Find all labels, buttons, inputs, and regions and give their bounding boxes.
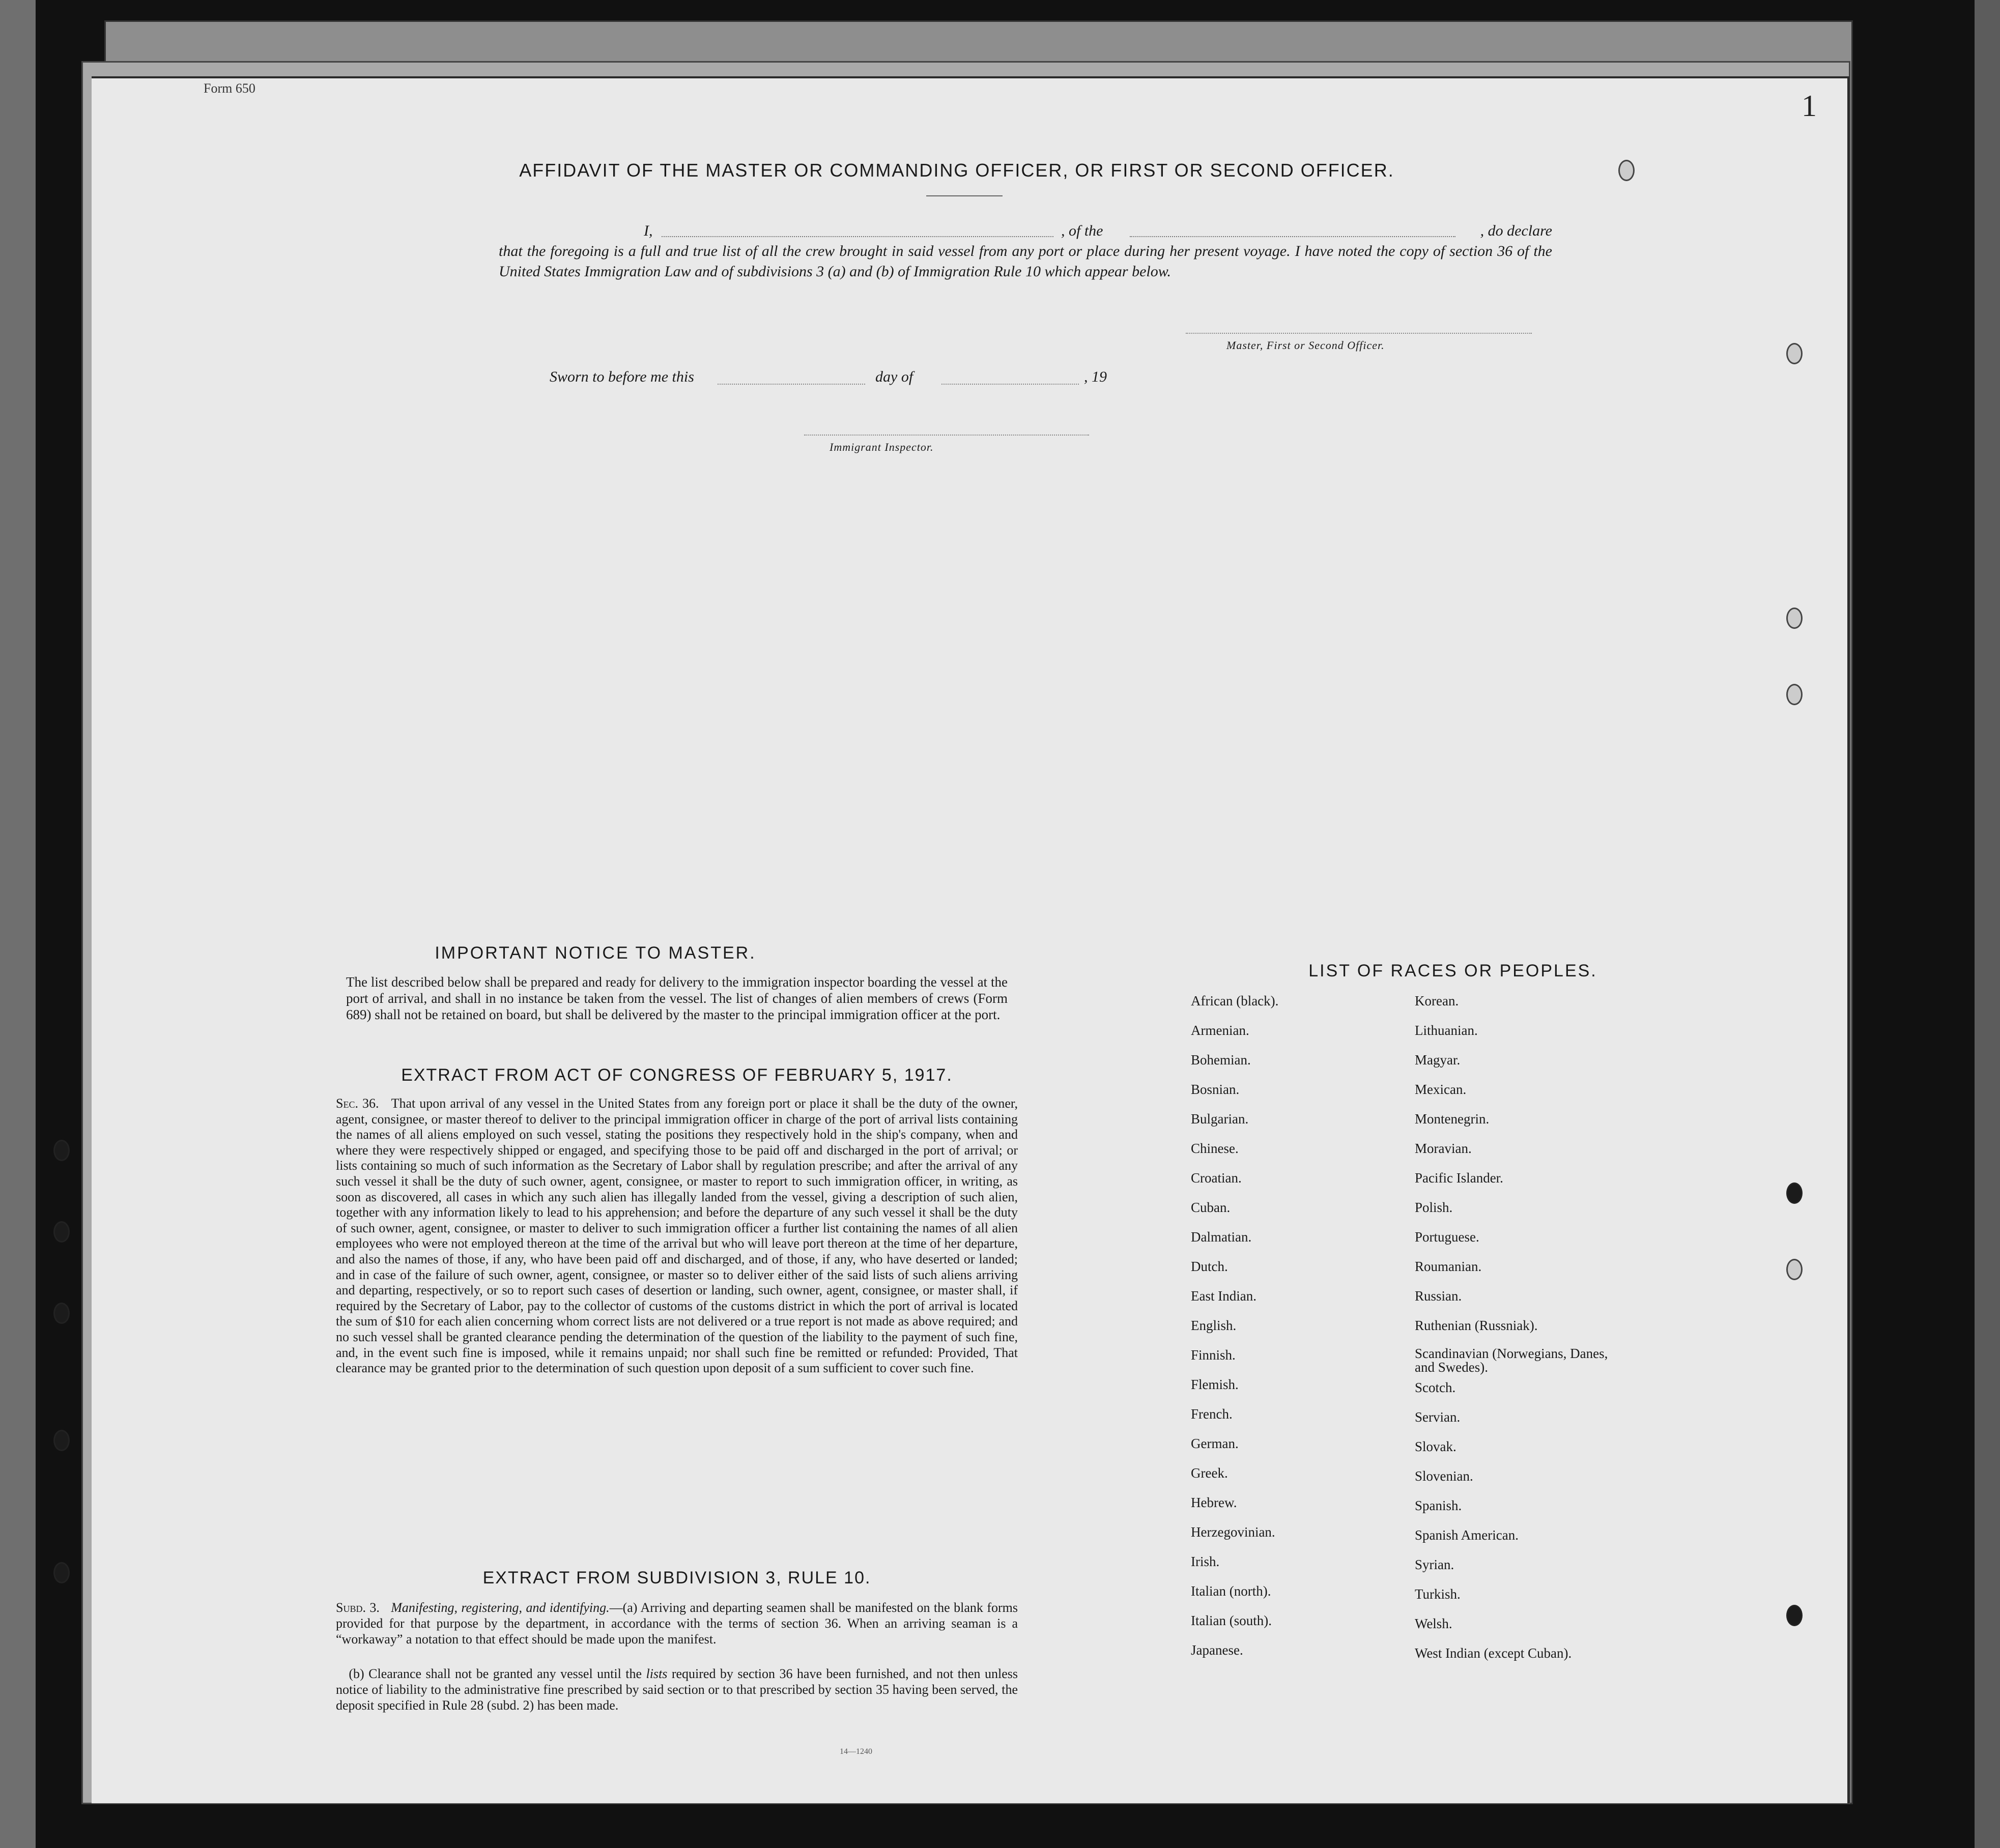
form-number: Form 650 <box>204 81 255 96</box>
race-item: Mexican. <box>1415 1082 1467 1097</box>
master-signature-label: Master, First or Second Officer. <box>1226 339 1385 352</box>
print-code: 14—1240 <box>840 1747 872 1756</box>
sworn-prefix: Sworn to before me this <box>550 368 694 385</box>
punch-hole <box>1786 1182 1803 1204</box>
race-item: Flemish. <box>1191 1377 1239 1392</box>
divider <box>926 195 1003 196</box>
race-item: Cuban. <box>1191 1200 1231 1215</box>
punch-hole <box>1786 608 1803 629</box>
race-item: Herzegovinian. <box>1191 1524 1275 1540</box>
binder-hole <box>53 1430 70 1451</box>
race-item: Servian. <box>1415 1409 1461 1425</box>
inspector-signature-line[interactable] <box>804 435 1089 436</box>
para-b-lists: lists <box>646 1666 668 1681</box>
race-item: Spanish. <box>1415 1498 1462 1513</box>
para-b-prefix: (b) Clearance shall not be granted any vessel until the <box>349 1666 642 1681</box>
act-extract-text <box>336 1096 1018 1376</box>
affidavit-title: AFFIDAVIT OF THE MASTER OR COMMANDING OFFICER, OR FIRST OR SECOND OFFICER. <box>519 160 1394 181</box>
race-item: Moravian. <box>1415 1141 1472 1156</box>
master-signature-line[interactable] <box>1186 333 1532 334</box>
race-item: African (black). <box>1191 993 1279 1008</box>
punch-hole <box>1786 343 1803 364</box>
form-page <box>92 76 1849 1803</box>
punch-hole <box>1786 1605 1803 1626</box>
race-item: Lithuanian. <box>1415 1023 1478 1038</box>
race-item: Croatian. <box>1191 1170 1242 1186</box>
race-item: English. <box>1191 1318 1237 1333</box>
races-title: LIST OF RACES OR PEOPLES. <box>1308 961 1597 980</box>
notice-text: The list described below shall be prepared and ready for delivery to the immigration inspector boarding the vessel at the port of arrival, and shall in no instance be taken from the vessel. The list of changes of alien members of crews (Form 689) shall not be retained on board, but shall be delivered by the master to the principal immigration officer at the port. <box>346 974 1008 1022</box>
affidavit-do-declare: , do declare <box>1480 222 1552 239</box>
affidavit-i: I, <box>644 222 653 239</box>
rule-para-a <box>336 1600 1018 1647</box>
notice-title: IMPORTANT NOTICE TO MASTER. <box>435 943 756 963</box>
inspector-label: Immigrant Inspector. <box>830 441 934 453</box>
subd-label: Subd. 3. <box>336 1600 380 1615</box>
page-mark: 1 <box>1802 89 1817 123</box>
race-item: Pacific Islander. <box>1415 1170 1503 1186</box>
race-item: Bosnian. <box>1191 1082 1240 1097</box>
race-item: Finnish. <box>1191 1347 1236 1363</box>
sworn-day-blank[interactable] <box>718 384 865 385</box>
name-blank[interactable] <box>662 236 1053 237</box>
binder-hole <box>53 1303 70 1324</box>
sworn-month-blank[interactable] <box>941 384 1079 385</box>
race-item: Welsh. <box>1415 1616 1452 1631</box>
race-item: Hebrew. <box>1191 1495 1237 1510</box>
race-item: Roumanian. <box>1415 1259 1482 1274</box>
race-item: Scandinavian (Norwegians, Danes, and Swedes). <box>1415 1346 1608 1375</box>
race-item: Korean. <box>1415 993 1459 1008</box>
race-item: German. <box>1191 1436 1239 1451</box>
race-item: Japanese. <box>1191 1642 1243 1658</box>
subd-heading: Manifesting, registering, and identifying. <box>391 1600 610 1615</box>
races-column-a <box>1191 993 1278 1671</box>
race-item: Chinese. <box>1191 1141 1239 1156</box>
scan-right-edge <box>1975 0 2000 1848</box>
race-item: Polish. <box>1415 1200 1453 1215</box>
race-item: Spanish American. <box>1415 1527 1519 1543</box>
section-text: That upon arrival of any vessel in the United States from any foreign port or place it shall be the duty of the owner, agent, consignee, or master thereof to deliver to the principal immigration officer in charge of the port of arrival lists containing the names of all aliens employed on such vessel, stating the positions they respectively hold in the ship's company, when and where they were respectively shipped or engaged, and specifying those to be paid off and discharged in the port of arrival; or lists containing so much of such information as the Secretary of Labor shall by regulation prescribe; and after the arrival of any such vessel it shall be the duty of such owner, agent, consignee, or master to report to such immigration officer, in writing, as soon as discovered, all cases in which any such alien has illegally landed from the vessel, giving a description of such alien, together with any information likely to lead to his apprehension; and before the departure of any such vessel it shall be the duty of such owner, agent, consignee, or master to deliver to such immigration officer a further list containing the names of all alien employees who were not employed thereon at the time of the arrival but who will leave port thereon at the time of her departure, and also the names of those, if any, who have been paid off and discharged, and of those, if any, who have deserted or landed; and in case of the failure of such owner, agent, consignee, or master so to deliver either of the said lists of such aliens arriving and departing, respectively, or so to report such cases of desertion or landing, such owner, agent, consignee, or master shall, if required by the Secretary of Labor, pay to the collector of customs of the customs district in which the port of arrival is located the sum of $10 for each alien concerning whom correct lists are not delivered or a true report is not made as above required; and no such vessel shall be granted clearance pending the determination of the question of the liability to the payment of such fine, and, in the event such fine is imposed, while it remains unpaid; nor shall such fine be remitted or refunded: Provided, That clearance may be granted prior to the determination of such question upon deposit of a sum sufficient to cover such fine. <box>336 1096 1018 1376</box>
para-a-text: —(a) Arriving and departing seamen shall be manifested on the blank forms provided for that purpose by the department, in accordance with the terms of section 36. When an arriving seaman is a “workaway” a notation to that effect should be made upon the manifest. <box>336 1600 1018 1647</box>
binder-hole <box>53 1140 70 1161</box>
race-item: Slovenian. <box>1415 1468 1473 1484</box>
punch-hole <box>1786 684 1803 705</box>
affidavit-body: that the foregoing is a full and true list of all the crew brought in said vessel from any port or place during her present voyage. I have noted the copy of section 36 of the United States Immigration Law and of subdivisions 3 (a) and (b) of Immigration Rule 10 which appear below. <box>499 243 1552 280</box>
race-item: Turkish. <box>1415 1586 1461 1602</box>
race-item: Italian (south). <box>1191 1613 1272 1628</box>
race-item: Irish. <box>1191 1554 1220 1569</box>
race-item: East Indian. <box>1191 1288 1256 1304</box>
scan-left-edge <box>0 0 36 1848</box>
race-item: Russian. <box>1415 1288 1462 1304</box>
race-item: Greek. <box>1191 1465 1228 1481</box>
race-item: Armenian. <box>1191 1023 1249 1038</box>
sworn-year: , 19 <box>1084 368 1107 385</box>
rule-para-b <box>336 1666 1018 1713</box>
race-item: Dutch. <box>1191 1259 1228 1274</box>
race-item: West Indian (except Cuban). <box>1415 1645 1572 1661</box>
punch-hole <box>1618 160 1635 181</box>
act-extract-title: EXTRACT FROM ACT OF CONGRESS OF FEBRUARY 5, 1917. <box>401 1065 953 1085</box>
affidavit-of-the: , of the <box>1061 222 1103 239</box>
binder-hole <box>53 1562 70 1583</box>
affidavit-text <box>499 221 1552 282</box>
races-column-b <box>1415 993 1628 1674</box>
race-item: Magyar. <box>1415 1052 1461 1067</box>
race-item: Dalmatian. <box>1191 1229 1252 1245</box>
binder-hole <box>53 1221 70 1243</box>
race-item: Montenegrin. <box>1415 1111 1490 1127</box>
punch-hole <box>1786 1259 1803 1280</box>
section-label: Sec. 36. <box>336 1096 379 1111</box>
race-item: Bulgarian. <box>1191 1111 1249 1127</box>
vessel-blank[interactable] <box>1130 236 1455 237</box>
race-item: French. <box>1191 1406 1233 1422</box>
para-b-rest: required by section 36 have been furnished, and not then unless notice of liability to the administrative fine prescribed by said section or to that prescribed by section 35 having been served, the deposit specified in Rule 28 (subd. 2) has been made. <box>336 1666 1018 1713</box>
race-item: Italian (north). <box>1191 1583 1271 1599</box>
rule-extract-title: EXTRACT FROM SUBDIVISION 3, RULE 10. <box>482 1568 871 1587</box>
race-item: Portuguese. <box>1415 1229 1479 1245</box>
race-item: Scotch. <box>1415 1380 1456 1395</box>
race-item: Syrian. <box>1415 1557 1454 1572</box>
race-item: Ruthenian (Russniak). <box>1415 1318 1538 1333</box>
sworn-day-of: day of <box>875 368 913 385</box>
race-item: Bohemian. <box>1191 1052 1251 1067</box>
race-item: Slovak. <box>1415 1439 1456 1454</box>
